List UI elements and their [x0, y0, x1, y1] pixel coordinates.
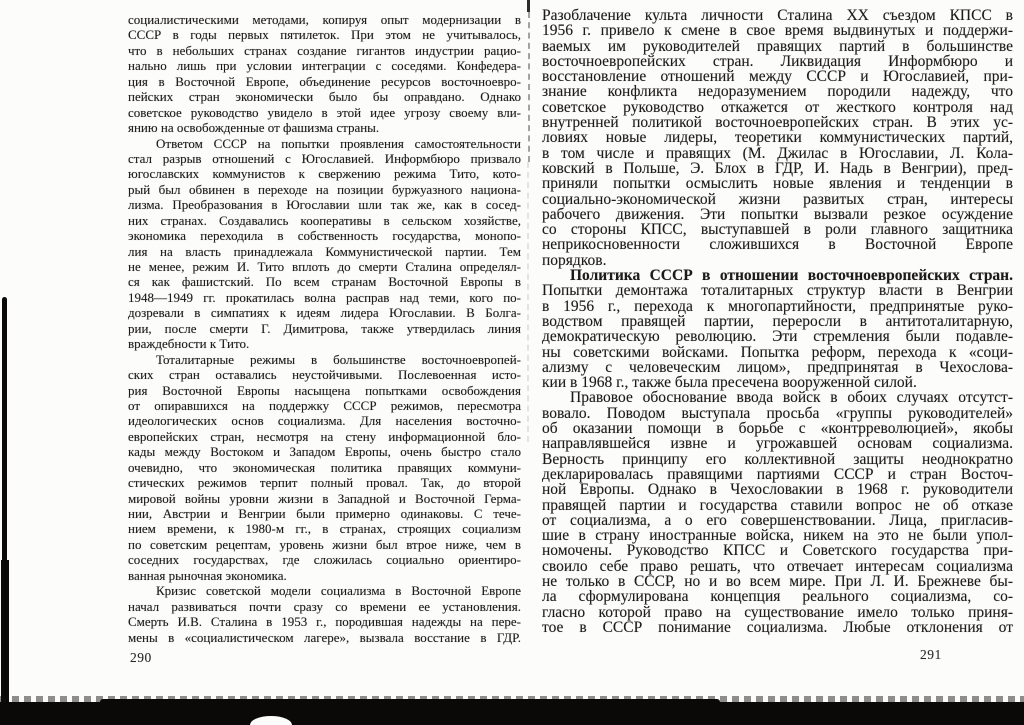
text-line: мировой войны уровни жизни в Западной и Восточной Герма-	[128, 490, 521, 506]
text-line: ны советскими войсками. Попытка реформ, перехода к «соци-	[542, 343, 1013, 361]
text-line: шие в страну иностранные войска, никем на это не были упол-	[542, 527, 1013, 545]
text-line: в том числе и правящих (М. Джилас в Югославии, Л. Кола-	[542, 144, 1013, 162]
text-line: знание конфликта недоразумением породили надежду, что	[542, 83, 1013, 101]
text-line: об оказании помощи в борьбе с «контрреволюцией», якобы	[542, 420, 1013, 438]
text-line: югославских коммунистов к свержению режима Тито, кото-	[128, 166, 521, 182]
text-line: социально-экономической жизни развитых стран, интересы	[542, 190, 1013, 208]
text-line: СССР в годы первых пятилеток. При этом не учитывалось,	[128, 27, 521, 43]
text-line: ловиях новые лидеры, теоретики коммунистических партий,	[542, 129, 1013, 147]
text-line: нием времени, к 1980-м гг., в странах, строящих социализм	[128, 521, 521, 537]
text-line: рабочего движения. Эти попытки вызвали резкое осуждение	[542, 205, 1013, 223]
page-number-left: 290	[130, 650, 152, 665]
scan-edge-bottom	[0, 702, 1024, 725]
text-line: ализму с человеческим лицом», предпринятая в Чехослова-	[542, 358, 1013, 376]
text-line: лизма. Преобразования в Югославии шли так же, как в сосед-	[128, 197, 521, 213]
text-line: направлявшейся извне и угрожавшей основам социализма.	[542, 435, 1013, 453]
text-line: со стороны КПСС, выступавшей в роли главного защитника	[542, 221, 1013, 239]
text-line: Кризис советской модели социализма в Восточной Европе	[156, 583, 521, 599]
text-line: по советским рецептам, уровень жизни был втрое ниже, чем в	[128, 536, 521, 552]
text-line: европейских стран, несмотря на стену информационной бло-	[128, 428, 521, 444]
text-line: ция в Восточной Европе, объединение ресурсов восточноевро-	[128, 73, 521, 89]
text-line: ваемых им руководителей правящих партий в большинстве	[542, 37, 1013, 55]
text-line: нально лишь при условии интеграции с соседями. Конфедера-	[128, 58, 521, 74]
text-line: янию на освобожденные от фашизма страны.	[128, 120, 380, 136]
text-line: порядков.	[542, 251, 607, 269]
text-line: соседних государствах, где сложилась социально ориентиро-	[128, 552, 521, 568]
text-line: рия Восточной Европы насыщена попытками освобождения	[128, 382, 521, 398]
text-line: стал разрыв отношений с Югославией. Информбюро призвало	[128, 150, 521, 166]
text-line: Верность принципу его коллективной защиты неоднократно	[542, 450, 1013, 468]
text-line: лия на власть принадлежала Коммунистической партии. Тем	[128, 243, 521, 259]
text-line: не только в СССР, но и во всем мире. При Л. И. Брежневе бы-	[542, 572, 1013, 590]
page-number-right: 291	[920, 647, 942, 662]
text-line: водством правящей партии, переросли в антитоталитарную,	[542, 312, 1013, 330]
text-line: пейских стран экономически было бы оправдано. Однако	[128, 89, 521, 105]
text-line: ла сформулирована концепция реального социализма, со-	[542, 588, 1013, 606]
text-line: своило себе право решать, что отвечает интересам социализма	[542, 557, 1013, 575]
text-line: кии в 1968 г., также была пресечена вооруженной силой.	[542, 374, 917, 392]
paragraph	[542, 390, 1013, 635]
text-line: мены в «социалистическом лагере», вызвала восстание в ГДР.	[128, 629, 521, 645]
text-line: Политика СССР в отношении восточноевропейских стран.	[570, 267, 1013, 285]
text-line: советское руководство увидело в этой идее угрозу своему вли-	[128, 104, 521, 120]
text-line: декларировалась правящими партиями СССР и стран Восточ-	[542, 465, 1013, 483]
paragraph	[128, 136, 521, 352]
paragraph	[542, 8, 1013, 268]
text-line: враждебности к Тито.	[128, 336, 250, 352]
text-line: них странах. Создавались кооперативы в сельском хозяйстве,	[128, 212, 521, 228]
text-line: не менее, режим И. Тито вплоть до смерти Сталина определял-	[128, 259, 521, 274]
text-line: социалистическими методами, копируя опыт модернизации в	[128, 12, 521, 27]
text-line: Попытки демонтажа тоталитарных структур власти в Венгрии	[542, 282, 1013, 300]
spine-crease	[528, 12, 530, 162]
text-line: нии, Австрии и Венгрии были примерно одинаковы. С тече-	[128, 506, 521, 521]
text-line: ной Европы. Однако в Чехословакии в 1968 г. руководители	[542, 481, 1013, 499]
text-line: Правовое обоснование ввода войск в обоих случаях отсутст-	[570, 389, 1013, 407]
text-line: ванная рыночная экономика.	[128, 567, 287, 583]
text-line: демократическую революцию. Эти стремления были подавле-	[542, 328, 1013, 346]
text-line: от социализма, а о его совершенствовании. Лица, пригласив-	[542, 511, 1013, 529]
text-line: начал развиваться почти сразу со времени ее установления.	[128, 598, 521, 614]
text-line: 1956 г. привело к смене в свое время выдвинутых и поддержи-	[542, 22, 1013, 40]
text-line: Смерть И.В. Сталина в 1953 г., породившая надежды на пере-	[128, 614, 521, 630]
text-line: в 1956 г., перехода к многопартийности, предпринятые руко-	[542, 297, 1013, 315]
text-line: Тоталитарные режимы в большинстве восточноевропей-	[156, 351, 521, 367]
text-line: ковский в Польше, Э. Блох в ГДР, И. Надь в Венгрии), пред-	[542, 159, 1013, 177]
text-line: рый был обвинен в переходе на позиции буржуазного национа-	[128, 181, 521, 197]
text-line: очевидно, что экономическая политика правящих коммуни-	[128, 459, 521, 475]
paragraph	[128, 583, 521, 645]
text-line: гласно которой право на существование имело только приня-	[542, 603, 1013, 621]
text-line: восстановление отношений между СССР и Югославией, при-	[542, 68, 1013, 86]
text-line: правящей партии и государства ставили вопрос не об отказе	[542, 496, 1013, 514]
page-291-text	[542, 8, 1013, 635]
text-line: рии, после смерти Г. Димитрова, также утвердилась линия	[128, 320, 521, 336]
text-line: от опиравшихся на поддержку СССР режимов, пересмотра	[128, 397, 521, 413]
text-line: идеологических основ социализма. Для населения восточно-	[128, 413, 521, 429]
text-line: ся как фашистский. По всем странам Восточной Европы в	[128, 274, 521, 290]
text-line: стических режимов терпит полный провал. Так, до второй	[128, 475, 521, 491]
text-line: тое в СССР понимание социализма. Любые отклонения от	[542, 618, 1013, 636]
scan-edge-bottom-bump	[100, 699, 720, 705]
text-line: вовало. Поводом выступала просьба «группы руководителей»	[542, 404, 1013, 422]
spine-mark-icon	[527, 0, 530, 12]
text-line: ских стран оставались неустойчивыми. Послевоенная исто-	[128, 367, 521, 383]
text-line: Разоблачение культа личности Сталина XX съездом КПСС в	[542, 7, 1013, 24]
text-line: внутренней политикой восточноевропейских стран. В этих ус-	[542, 114, 1013, 132]
text-line: советское руководство откажется от жесткого контроля над	[542, 98, 1013, 116]
paragraph	[542, 268, 1013, 390]
text-line: восточноевропейских стран. Ликвидация Информбюро и	[542, 52, 1013, 70]
text-line: экономика переходила в собственность государства, монопо-	[128, 228, 521, 244]
paragraph	[128, 12, 521, 136]
text-line: неприкосновенности сложившихся в Восточной Европе	[542, 236, 1013, 254]
paragraph	[128, 352, 521, 584]
text-line: приняли попытки осмыслить новые явления и тенденции в	[542, 175, 1013, 193]
text-line: кады между Востоком и Западом Европы, очень быстро стало	[128, 444, 521, 460]
spine-crease-faint	[527, 162, 529, 442]
text-line: 1948—1949 гг. прокатилась волна расправ над теми, кого по-	[128, 289, 521, 305]
page-290-text	[128, 12, 521, 645]
text-line: Ответом СССР на попытки проявления самостоятельности	[156, 135, 521, 151]
text-line: номочены. Руководство КПСС и Советского государства при-	[542, 542, 1013, 560]
text-line: что в небольших странах создание гигантов индустрии рацио-	[128, 42, 521, 58]
text-line: дозревали в симпатиях к идеям лидера Югославии. В Болга-	[128, 305, 521, 321]
